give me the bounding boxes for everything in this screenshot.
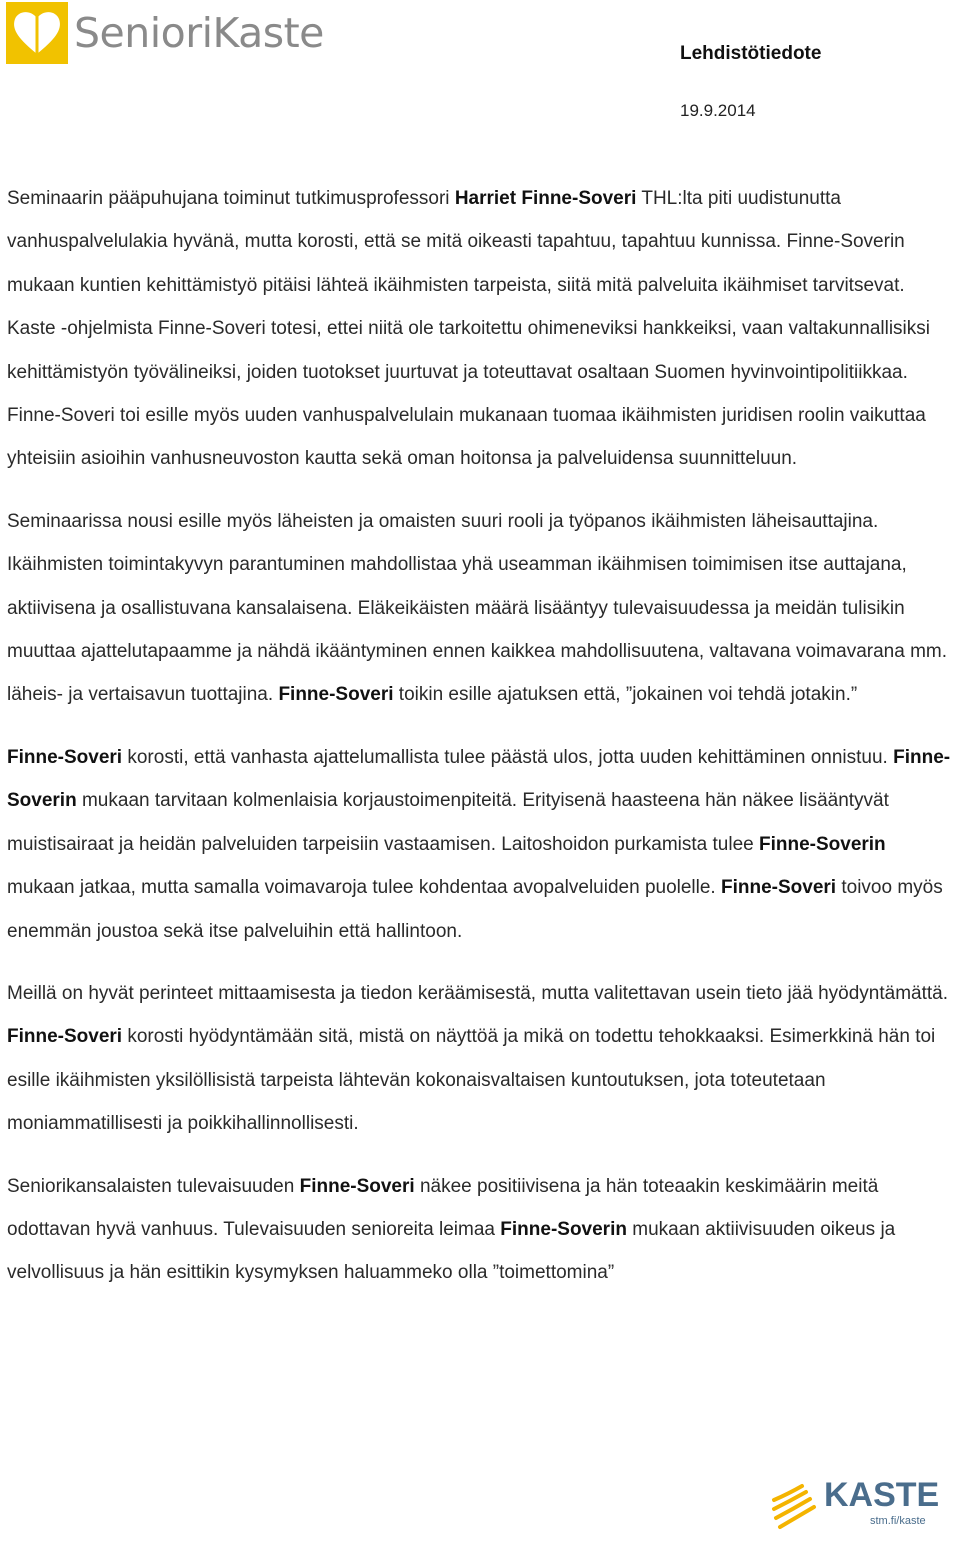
kaste-wordmark: KASTE	[824, 1476, 940, 1514]
bold-name-run: Finne-Soveri	[299, 1175, 415, 1197]
text-run: THL:lta piti uudistunutta vanhuspalvelulakia hyvänä, mutta korosti, että se mitä oikeasti tapahtuu, tapahtuu kunnissa. Finne-Soverin mukaan kuntien kehittämistyö pitäisi lähteä ikäihmisten tarpeista, siitä mitä palveluita ikäihmiset tarvitsevat. Kaste -ohjelmista Finne-Soveri totesi, ettei niitä ole tarkoitettu ohimeneviksi hankkeiksi, vaan valtakunnallisiksi kehittämistyön työvälineiksi, joiden tuotokset juurtuvat ja toteuttavat osaltaan Suomen hyvinvointipolitiikkaa. Finne-Soveri toi esille myös uuden vanhuspalvelulain mukanaan tuomaa ikäihmisten juridisen roolin vaikuttaa yhteisiin asioihin vanhusneuvoston kautta sekä oman hoitonsa ja palveluidensa suunnitteluun.	[7, 188, 930, 470]
kaste-wave-icon	[774, 1486, 814, 1527]
text-run: Seminaarissa nousi esille myös läheisten ja omaisten suuri rooli ja työpanos ikäihmisten läheisauttajina. Ikäihmisten toimintakyvyn parantuminen mahdollistaa yhä useamman ikäihmisen toimimisen itse auttajana, aktiivisena ja osallistuvana kansalaisena. Eläkeikäisten määrä lisääntyy tulevaisuudessa ja meidän tulisikin muuttaa ajattelutapaamme ja nähdä ikääntyminen ennen kaikkea mahdollisuutena, valtavana voimavarana mm. läheis- ja vertaisavun tuottajina.	[7, 510, 947, 706]
article-paragraph	[7, 500, 957, 717]
article-paragraph	[7, 736, 957, 953]
text-run: toikin esille ajatuksen että, ”jokainen voi tehdä jotakin.”	[393, 684, 858, 706]
text-run: korosti hyödyntämään sitä, mistä on näyttöä ja mikä on todettu tehokkaaksi. Esimerkkinä hän toi esille ikäihmisten yksilöllisistä tarpeista lähtevän kokonaisvaltaisen kuntoutuksen, jota toteutetaan moniammatillisesti ja poikkihallinnollisesti.	[7, 1026, 936, 1135]
text-run: toivoo myös enemmän joustoa sekä itse palveluihin että hallintoon.	[7, 877, 943, 942]
logo-wordmark: SenioriKaste	[74, 8, 324, 57]
bold-name-run: Finne-Soverin	[7, 746, 951, 812]
bold-name-run: Finne-Soverin	[500, 1218, 627, 1240]
bold-name-run: Finne-Soveri	[7, 1026, 123, 1048]
article-body	[7, 177, 957, 1314]
bold-name-run: Harriet Finne-Soveri	[454, 188, 637, 209]
bold-name-run: Finne-Soveri	[7, 746, 123, 768]
text-run: mukaan tarvitaan kolmenlaisia korjaustoimenpiteitä. Erityisenä haasteena hän näkee lisääntyvät muistisairaat ja heidän palveluiden tarpeisiin vastaamisen. Laitoshoidon purkamista tulee	[7, 790, 889, 855]
article-paragraph	[7, 972, 957, 1146]
text-run: Meillä on hyvät perinteet mittaamisesta ja tiedon keräämisestä, mutta valitettavan usein tieto jää hyödyntämättä.	[7, 982, 948, 1004]
article-paragraph	[7, 177, 957, 481]
text-run: mukaan aktiivisuuden oikeus ja velvollisuus ja hän esittikin kysymyksen haluammeko olla ”toimettomina”	[7, 1218, 896, 1284]
document-type: Lehdistötiedote	[680, 43, 822, 64]
kaste-url: stm.fi/kaste	[870, 1515, 926, 1527]
bold-name-run: Finne-Soverin	[758, 833, 886, 855]
article-paragraph	[7, 1165, 957, 1295]
text-run: Seminaarin pääpuhujana toiminut tutkimusprofessori	[7, 188, 455, 209]
bold-name-run: Finne-Soveri	[278, 684, 394, 706]
text-run: korosti, että vanhasta ajattelumallista tulee päästä ulos, jotta uuden kehittäminen onnistuu.	[122, 746, 894, 768]
text-run: Seniorikansalaisten tulevaisuuden	[7, 1175, 300, 1197]
document-date: 19.9.2014	[680, 101, 756, 120]
kaste-logo	[770, 1466, 956, 1534]
text-run: mukaan jatkaa, mutta samalla voimavaroja tulee kohdentaa avopalveluiden puolelle.	[7, 877, 721, 899]
heart-logo-icon	[6, 2, 68, 64]
seniorikaste-logo	[6, 2, 324, 64]
bold-name-run: Finne-Soveri	[721, 877, 837, 899]
text-run: näkee positiivisena ja hän toteaakin keskimäärin meitä odottavan hyvä vanhuus. Tulevaisuuden senioreita leimaa	[7, 1175, 879, 1240]
